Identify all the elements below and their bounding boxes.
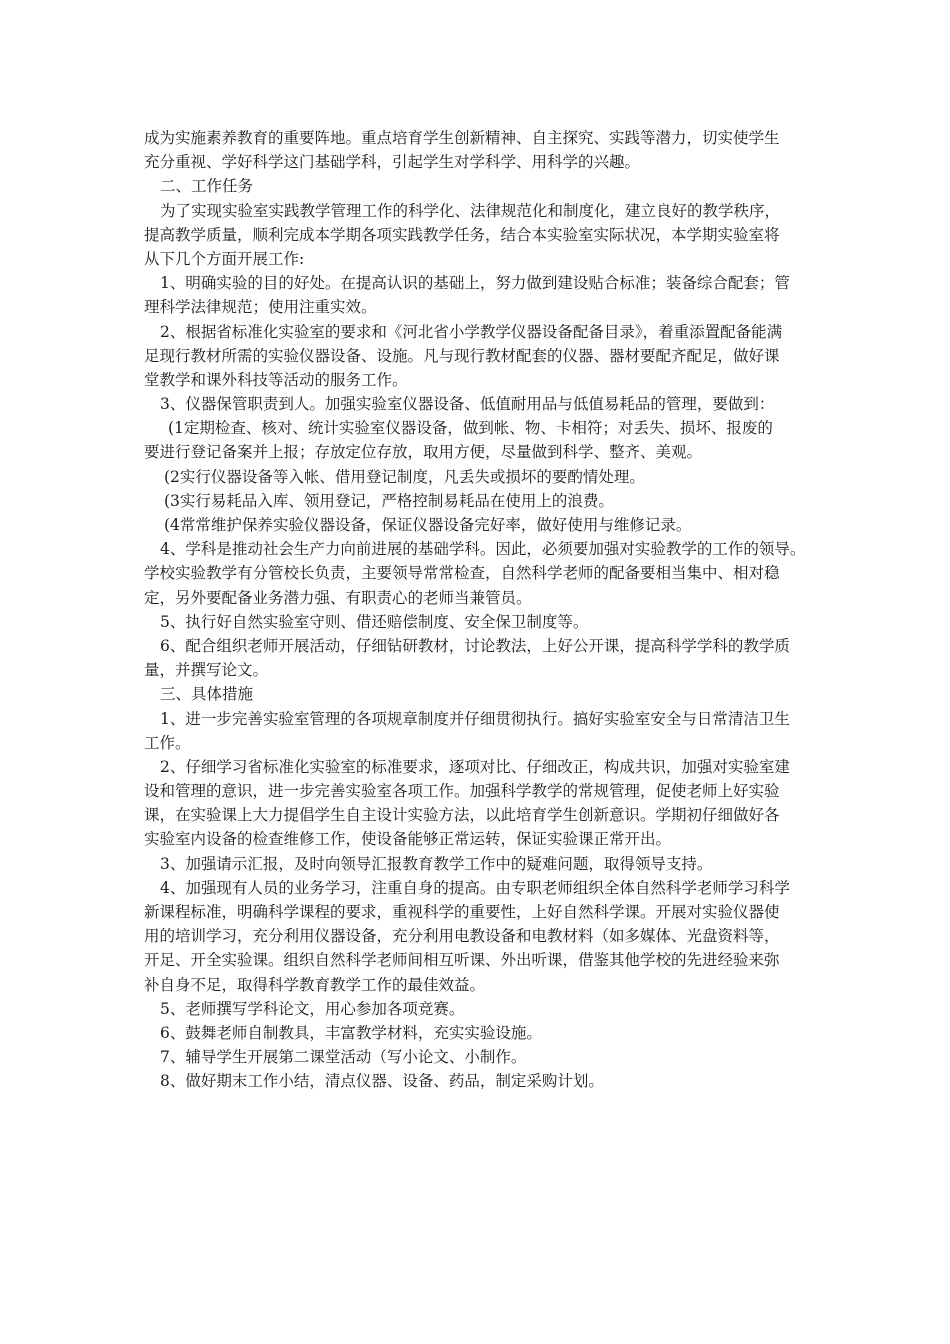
text-line: (2实行仪器设备等入帐、借用登记制度，凡丢失或损坏的要酌情处理。 [164,467,645,486]
text-line: 设和管理的意识，进一步完善实验室各项工作。加强科学教学的常规管理，促使老师上好实验 [144,782,780,801]
text-line: 实验室内设备的检查维修工作，使设备能够正常运转，保证实验课正常开出。 [144,830,672,849]
text-line: (4常常维护保养实验仪器设备，保证仪器设备完好率，做好使用与维修记录。 [164,516,692,534]
text-line: 用的培训学习，充分利用仪器设备，充分利用电教设备和电教材料（如多媒体、光盘资料等， [144,927,780,946]
text-line: 2、根据省标准化实验室的要求和《河北省小学教学仪器设备配备目录》，着重添置配备能满 [160,322,783,341]
text-line: 成为实施素养教育的重要阵地。重点培育学生创新精神、自主探究、实践等潜力，切实使学生 [144,129,780,147]
document-text [144,126,812,1094]
text-line: 8、做好期末工作小结，清点仪器、设备、药品，制定采购计划。 [160,1072,604,1091]
text-line: 理科学法律规范；使用注重实效。 [144,298,377,317]
text-line: 6、鼓舞老师自制教具，丰富教学材料，充实实验设施。 [160,1023,542,1042]
text-line: 定，另外要配备业务潜力强、有职责心的老师当兼管员。 [144,588,532,607]
text-line: 量，并撰写论文。 [144,661,269,680]
text-line: 4、学科是推动社会生产力向前进展的基础学科。因此，必须要加强对实验教学的工作的领导。 [160,540,806,559]
text-line: 3、加强请示汇报，及时向领导汇报教育教学工作中的疑难问题，取得领导支持。 [160,854,713,873]
text-line: 2、仔细学习省标准化实验室的标准要求，逐项对比、仔细改正，构成共识，加强对实验室建 [160,757,790,776]
text-line: 补自身不足，取得科学教育教学工作的最佳效益。 [144,975,486,994]
text-line: 为了实现实验室实践教学管理工作的科学化、法律规范化和制度化，建立良好的教学秩序， [160,201,781,220]
text-line: 充分重视、学好科学这门基础学科，引起学生对学科学、用科学的兴趣。 [144,153,641,172]
text-line: 1、进一步完善实验室管理的各项规章制度并仔细贯彻执行。搞好实验室安全与日常清洁卫生 [160,709,790,728]
text-line: 提高教学质量，顺利完成本学期各项实践教学任务，结合本实验室实际状况，本学期实验室将 [144,225,780,244]
text-line: 从下几个方面开展工作: [144,249,305,268]
document-body [144,126,812,1094]
text-line: 学校实验教学有分管校长负责，主要领导常常检查，自然科学老师的配备要相当集中、相对稳 [144,564,780,583]
text-line: 7、辅导学生开展第二课堂活动（写小论文、小制作。 [160,1048,527,1067]
text-line: (3实行易耗品入库、领用登记，严格控制易耗品在使用上的浪费。 [164,491,614,510]
text-line: 要进行登记备案并上报；存放定位存放，取用方便，尽量做到科学、整齐、美观。 [144,443,703,462]
text-line: 二、工作任务 [160,177,254,196]
text-line: 工作。 [144,733,191,752]
text-line: 足现行教材所需的实验仪器设备、设施。凡与现行教材配套的仪器、器材要配齐配足，做好课 [144,346,780,365]
text-line: 三、具体措施 [160,685,254,704]
text-line: 5、执行好自然实验室守则、借还赔偿制度、安全保卫制度等。 [160,612,589,631]
text-line: 堂教学和课外科技等活动的服务工作。 [144,370,408,389]
text-line: 6、配合组织老师开展活动，仔细钻研教材，讨论教法，上好公开课，提高科学学科的教学质 [160,636,790,655]
text-line: 新课程标准，明确科学课程的要求，重视科学的重要性，上好自然科学课。开展对实验仪器使 [144,903,780,921]
text-line: 3、仪器保管职责到人。加强实验室仪器设备、低值耐用品与低值易耗品的管理，要做到： [160,395,775,414]
text-line: 5、老师撰写学科论文，用心参加各项竞赛。 [160,999,465,1018]
text-line: 1、明确实验的目的好处。在提高认识的基础上，努力做到建设贴合标准；装备综合配套；管 [160,274,790,293]
text-line: 开足、开全实验课。组织自然科学老师间相互听课、外出听课，借鉴其他学校的先进经验来弥 [144,951,780,970]
text-line: 课，在实验课上大力提倡学生自主设计实验方法，以此培育学生创新意识。学期初仔细做好各 [144,806,780,825]
text-line: (1定期检查、核对、统计实验室仪器设备，做到帐、物、卡相符；对丢失、损坏、报废的 [168,419,773,438]
text-line: 4、加强现有人员的业务学习，注重自身的提高。由专职老师组织全体自然科学老师学习科学 [160,878,790,897]
